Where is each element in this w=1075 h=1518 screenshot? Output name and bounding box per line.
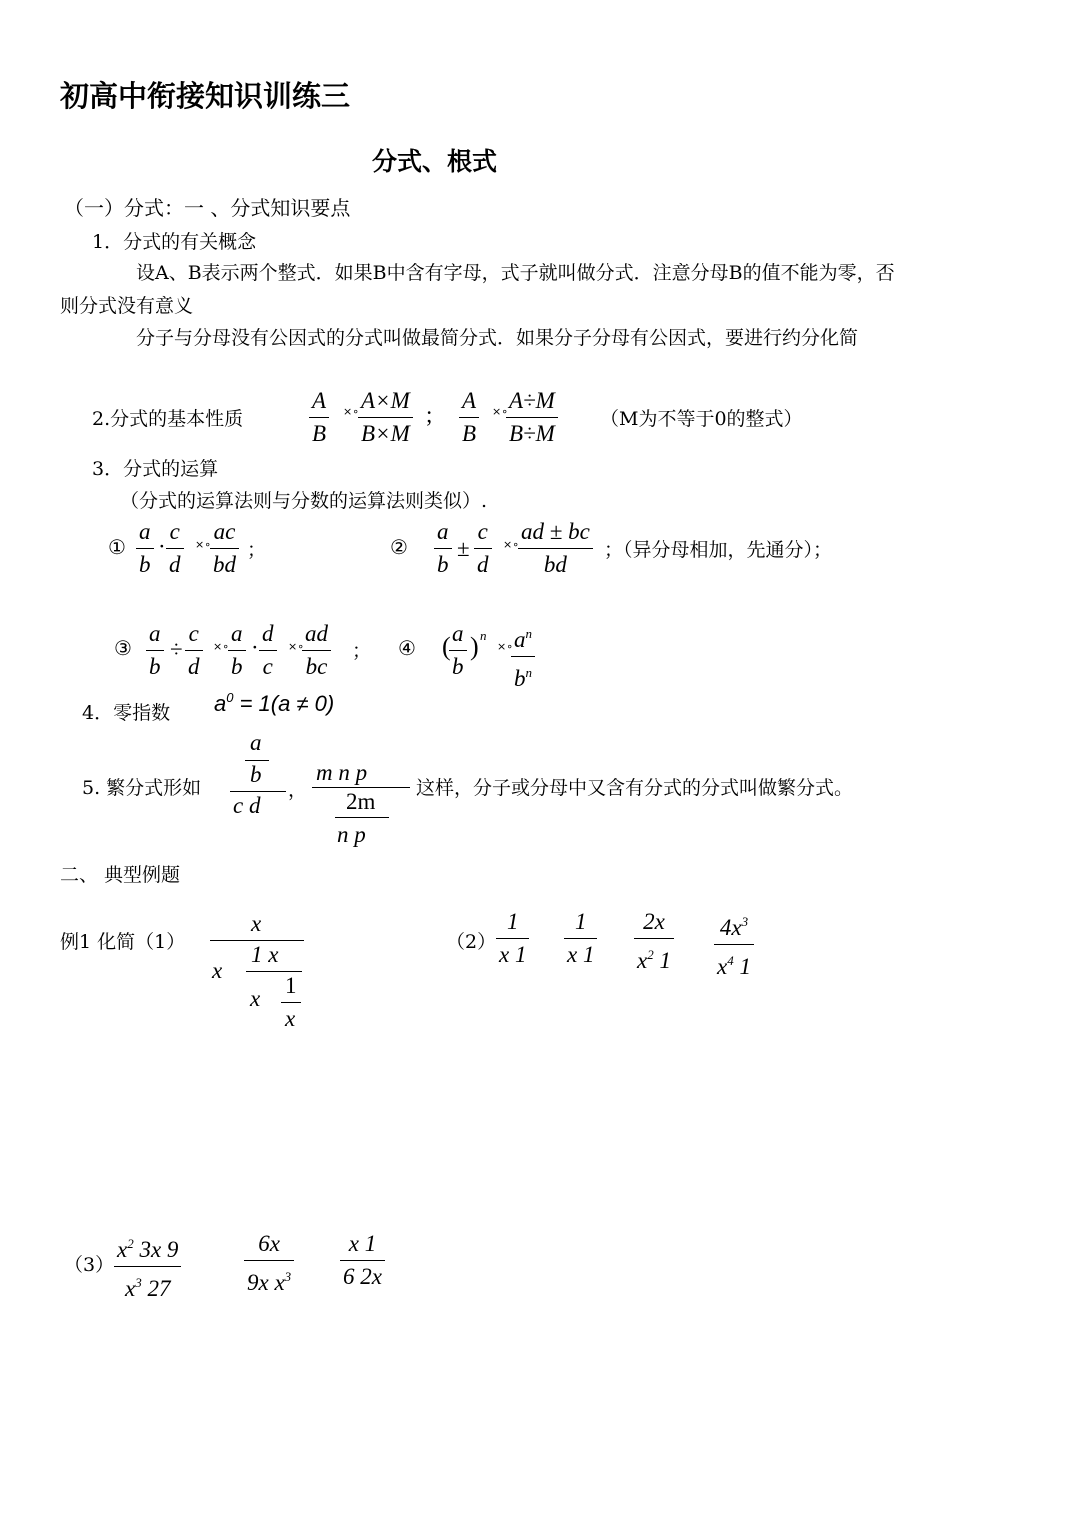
left-paren: ( [442, 632, 451, 661]
division-operator: ÷ [170, 637, 183, 662]
equals-glyph: ×∘ [343, 405, 360, 418]
base-x: x [717, 954, 728, 979]
base-4x: 4x [719, 915, 742, 940]
item1-paragraph-line2: 则分式没有意义 [60, 295, 194, 317]
denominator: d [169, 552, 181, 577]
item1-paragraph2: 分子与分母没有公因式的分式叫做最简分式．如果分子分母有公因式，要进行约分化简 [136, 327, 859, 349]
complex-fraction-1-mid: b [250, 762, 262, 787]
numerator: a [437, 519, 449, 544]
fraction-ad-over-bc [302, 620, 331, 681]
equals-glyph: ×∘ [288, 640, 305, 653]
ex1-part1-numerator: x [251, 911, 262, 936]
fraction-an-over-bn [511, 620, 535, 693]
fraction-ac-over-bd [210, 518, 239, 579]
numerator: ad ± bc [521, 519, 590, 544]
numerator: c [477, 519, 488, 544]
page-subtitle: 分式、根式 [372, 147, 498, 176]
den-rest: 1 [653, 948, 671, 973]
numerator: 6x [258, 1231, 280, 1256]
equals-glyph: ×∘ [213, 640, 230, 653]
numerator: A×M [361, 388, 410, 413]
numerator: 1 [506, 909, 519, 934]
complex-fraction-1-top: a [250, 730, 262, 755]
fraction-c-over-d [185, 620, 203, 681]
complex-fraction-1-bottom: c d [233, 793, 261, 818]
section2-heading: 二、 典型例题 [60, 864, 181, 886]
comma: ， [288, 779, 308, 801]
numerator: a [231, 621, 243, 646]
denominator: d [188, 654, 200, 679]
denominator: B [462, 421, 477, 446]
right-paren: ) [470, 632, 479, 661]
rule1-marker: ① [108, 535, 126, 559]
base-x: x [637, 948, 648, 973]
base-b: b [514, 666, 526, 691]
denominator [634, 941, 674, 975]
equals-glyph: ×∘ [503, 538, 520, 551]
den-rest: 27 [141, 1276, 171, 1301]
ex1-part1-inner-num: 1 x [251, 942, 279, 967]
denominator: d [477, 552, 489, 577]
denominator: bd [213, 552, 236, 577]
item1-paragraph-line1: 设A、B表示两个整式．如果B中含有字母，式子就叫做分式．注意分母B的值不能为零，否 [136, 262, 895, 284]
fraction-bar [210, 940, 304, 941]
exponent: 2 [127, 1236, 134, 1251]
denominator: b [437, 552, 449, 577]
numerator: d [262, 621, 274, 646]
fraction-bar [335, 817, 389, 818]
exponent: 4 [727, 953, 734, 968]
fraction-bar [281, 1002, 301, 1003]
fraction-a-over-b [146, 620, 164, 681]
rule4-marker: ④ [398, 636, 416, 660]
numerator [717, 908, 751, 942]
item5-description: 这样，分子或分母中又含有分式的分式叫做繁分式。 [416, 777, 854, 799]
dot-operator: · [158, 534, 166, 559]
dot-operator: · [251, 635, 259, 660]
denominator: B×M [361, 421, 410, 446]
numerator: A [312, 388, 327, 413]
equals-glyph: ×∘ [497, 640, 514, 653]
ex1-part1-inner-den: x [285, 1006, 296, 1031]
fraction-bar [245, 760, 269, 761]
fraction-ad-pm-bc-over-bd [518, 518, 593, 579]
denominator: bc [305, 654, 328, 679]
rule2-note: ；（异分母相加，先通分）； [604, 539, 833, 561]
equals-glyph: ×∘ [195, 538, 212, 551]
example1-part2-label: （2） [446, 931, 497, 953]
fraction-a-over-b [449, 620, 467, 681]
numerator: x 1 [348, 1231, 377, 1256]
base-a: a [514, 627, 526, 652]
semicolon: ； [352, 640, 372, 662]
denominator: 6 2x [343, 1264, 382, 1289]
numerator: ad [305, 621, 328, 646]
numerator: ac [213, 519, 236, 544]
fraction-2x-over-x2-1 [634, 908, 674, 975]
fraction-c-over-d [166, 518, 184, 579]
formula-rest: = 1(a ≠ 0) [233, 691, 335, 716]
ex1-part1-inner-x: x [250, 986, 261, 1011]
plus-minus-operator: ± [457, 536, 470, 561]
item4-label: 4．零指数 [82, 702, 171, 724]
complex-fraction-2-mid: 2m [346, 789, 376, 814]
exponent: 3 [741, 914, 749, 929]
denominator: B [312, 421, 327, 446]
item3-label: 3．分式的运算 [92, 458, 219, 480]
fraction-bar [246, 971, 302, 972]
numerator: A [462, 388, 477, 413]
exponent: 2 [647, 947, 654, 962]
denominator [244, 1263, 294, 1297]
semicolon: ； [247, 539, 267, 561]
exponent-0: 0 [226, 690, 234, 705]
item2-label: 2.分式的基本性质 [92, 408, 244, 430]
section-heading: （一）分式：一 、分式知识要点 [64, 196, 351, 220]
base-x: x [124, 1276, 136, 1301]
exponent-n: n [525, 665, 532, 680]
denominator: x 1 [567, 942, 595, 967]
num-rest: 3x 9 [133, 1237, 179, 1262]
fraction-bar [230, 791, 286, 792]
rule2-marker: ② [390, 535, 408, 559]
exponent-n: n [525, 626, 532, 641]
exponent: 3 [135, 1275, 142, 1290]
den-text: 9x x [247, 1270, 285, 1295]
ex1-part1-x: x [212, 958, 223, 983]
fraction-4x3-over-x4-1 [714, 908, 754, 981]
numerator: a [149, 621, 161, 646]
semicolon: ; [426, 402, 433, 427]
numerator: c [188, 621, 199, 646]
numerator [114, 1230, 181, 1264]
denominator [122, 1269, 173, 1303]
fraction-A-over-B [309, 387, 329, 448]
exponent-n: n [480, 628, 487, 643]
den-rest: 1 [733, 954, 751, 979]
numerator [511, 620, 535, 654]
fraction-x-1-over-6-2x [340, 1230, 385, 1291]
fraction-x2-3x-9-over-x3-27 [114, 1230, 181, 1303]
item3-description: （分式的运算法则与分数的运算法则类似）. [120, 490, 488, 512]
fraction-c-over-d [474, 518, 492, 579]
denominator: bd [543, 552, 567, 577]
fraction-a-over-b [434, 518, 452, 579]
fraction-AdivM-over-BdivM [506, 387, 558, 448]
numerator: 1 [574, 909, 587, 934]
fraction-d-over-c [259, 620, 277, 681]
numerator: c [169, 519, 180, 544]
exponent: 3 [284, 1269, 292, 1284]
denominator: x 1 [499, 942, 527, 967]
example1-part3-label: （3） [64, 1254, 115, 1276]
denominator [714, 947, 754, 981]
complex-fraction-2-top: m n p [316, 760, 368, 785]
denominator: b [149, 654, 161, 679]
rule3-marker: ③ [114, 636, 132, 660]
denominator: b [452, 654, 464, 679]
numerator: A÷M [509, 388, 555, 413]
fraction-a-over-b [136, 518, 154, 579]
fraction-a-over-b-2 [228, 620, 246, 681]
fraction-1-over-x-1 [496, 908, 529, 969]
denominator: B÷M [509, 421, 555, 446]
numerator: a [452, 621, 464, 646]
item5-label: 5. 繁分式形如 [82, 777, 202, 799]
item2-note: （M为不等于0的整式） [600, 408, 803, 430]
numerator: a [139, 519, 151, 544]
item1-label: 1．分式的有关概念 [92, 231, 257, 253]
base-a: a [214, 691, 227, 716]
fraction-6x-over-9x-x3 [244, 1230, 294, 1297]
zero-exponent-formula [214, 690, 334, 717]
fraction-A-over-B-2 [459, 387, 479, 448]
ex1-part1-inner-one: 1 [285, 973, 297, 998]
base-x: x [117, 1237, 128, 1262]
complex-fraction-2-bottom: n p [337, 822, 366, 847]
page-title: 初高中衔接知识训练三 [60, 79, 351, 113]
fraction-bar [312, 787, 410, 788]
fraction-AxM-over-BxM [358, 387, 413, 448]
denominator: b [231, 654, 243, 679]
example1-label: 例1 化简（1） [60, 931, 186, 953]
fraction-1-over-x-1-2 [564, 908, 597, 969]
denominator: c [262, 654, 273, 679]
denominator: b [139, 552, 151, 577]
denominator [511, 659, 535, 693]
numerator: 2x [643, 909, 665, 934]
equals-glyph: ×∘ [492, 405, 509, 418]
